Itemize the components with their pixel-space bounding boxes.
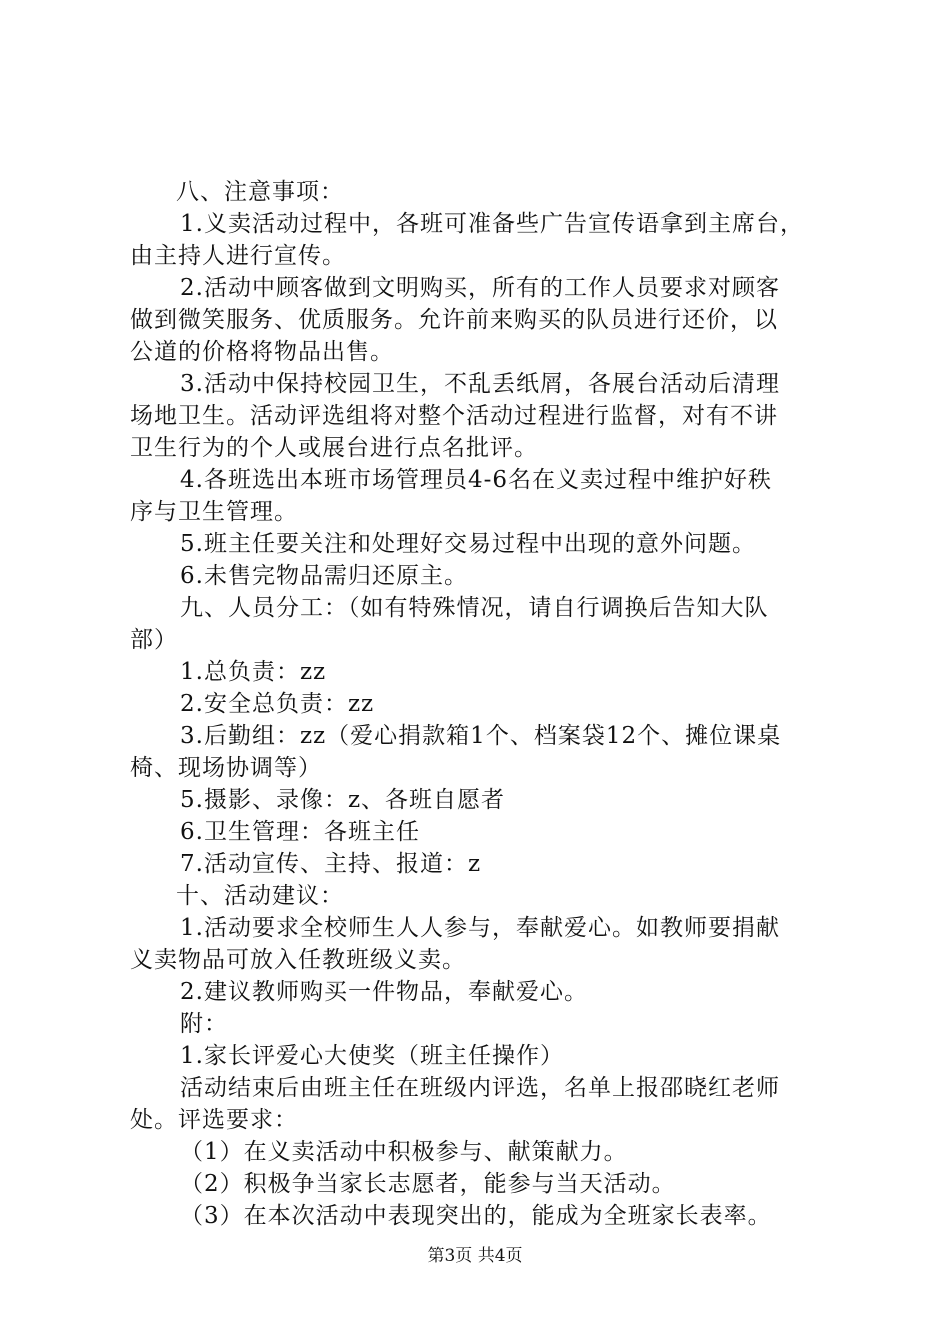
section-heading-8: 八、注意事项： xyxy=(176,179,344,205)
paragraph-line: 6.卫生管理：各班主任 xyxy=(180,819,420,845)
paragraph-line: 卫生行为的个人或展台进行点名批评。 xyxy=(130,435,538,461)
paragraph-line: 2.安全总负责：zz xyxy=(180,691,375,717)
appendix-heading: 附： xyxy=(180,1011,228,1037)
paragraph-line: 做到微笑服务、优质服务。允许前来购买的队员进行还价，以 xyxy=(130,307,778,333)
paragraph-line: 3.后勤组：zz（爱心捐款箱1个、档案袋12个、摊位课桌 xyxy=(180,723,782,749)
paragraph-line: 3.活动中保持校园卫生，不乱丢纸屑，各展台活动后清理 xyxy=(180,371,780,397)
paragraph-line: 2.活动中顾客做到文明购买，所有的工作人员要求对顾客 xyxy=(180,275,780,301)
criteria-item: （1）在义卖活动中积极参与、献策献力。 xyxy=(180,1139,628,1165)
paragraph-line: 5.班主任要关注和处理好交易过程中出现的意外问题。 xyxy=(180,531,756,557)
paragraph-line: 公道的价格将物品出售。 xyxy=(130,339,394,365)
paragraph-line: 1.总负责：zz xyxy=(180,659,327,685)
section-heading-10: 十、活动建议： xyxy=(176,883,344,909)
paragraph-line: 椅、现场协调等） xyxy=(130,755,322,781)
paragraph-line: 1.活动要求全校师生人人参与，奉献爱心。如教师要捐献 xyxy=(180,915,780,941)
paragraph-line: 1.义卖活动过程中，各班可准备些广告宣传语拿到主席台， xyxy=(180,211,804,237)
criteria-item: （2）积极争当家长志愿者，能参与当天活动。 xyxy=(180,1171,676,1197)
section-heading-9: 九、人员分工：（如有特殊情况，请自行调换后告知大队 xyxy=(180,595,769,621)
paragraph-line: 6.未售完物品需归还原主。 xyxy=(180,563,468,589)
paragraph-line: 5.摄影、录像：z、各班自愿者 xyxy=(180,787,506,813)
paragraph-line: 义卖物品可放入任教班级义卖。 xyxy=(130,947,466,973)
paragraph-line: 2.建议教师购买一件物品，奉献爱心。 xyxy=(180,979,588,1005)
paragraph-line: 4.各班选出本班市场管理员4-6名在义卖过程中维护好秩 xyxy=(180,467,772,493)
criteria-item: （3）在本次活动中表现突出的，能成为全班家长表率。 xyxy=(180,1203,772,1229)
paragraph-line: 场地卫生。活动评选组将对整个活动过程进行监督，对有不讲 xyxy=(130,403,778,429)
paragraph-line: 活动结束后由班主任在班级内评选，名单上报邵晓红老师 xyxy=(180,1075,780,1101)
paragraph-line: 由主持人进行宣传。 xyxy=(130,243,346,269)
paragraph-line: 处。评选要求： xyxy=(130,1107,298,1133)
paragraph-line: 序与卫生管理。 xyxy=(130,499,298,525)
paragraph-line: 部） xyxy=(130,627,178,653)
page-number-footer: 第3页 共4页 xyxy=(427,1246,523,1266)
paragraph-line: 7.活动宣传、主持、报道：z xyxy=(180,851,482,877)
paragraph-line: 1.家长评爱心大使奖（班主任操作） xyxy=(180,1043,564,1069)
